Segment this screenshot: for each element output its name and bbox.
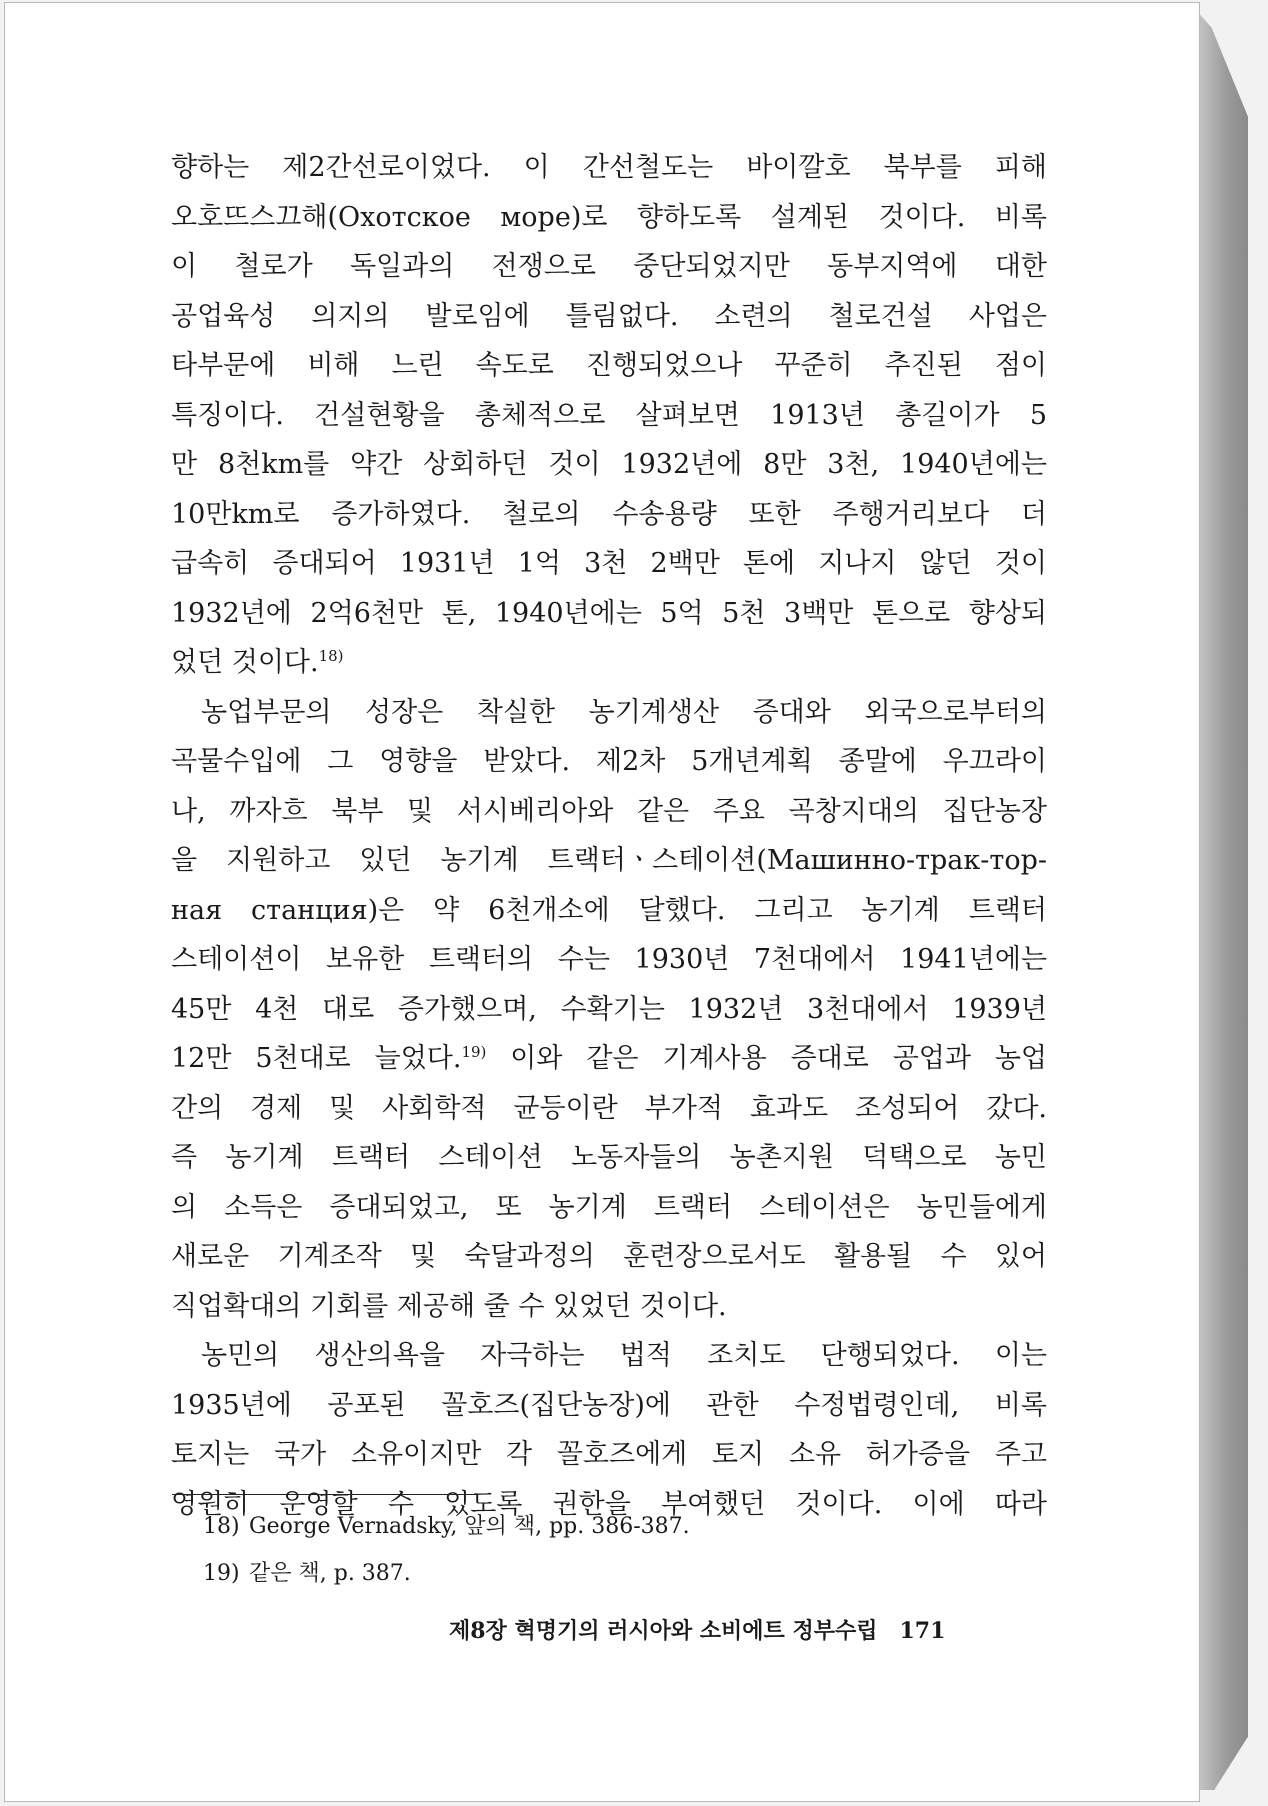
text-line: 직업확대의 기회를 제공해 줄 수 있었던 것이다. (171, 1290, 727, 1322)
text-line: 45만 4천 대로 증가했으며, 수확기는 1932년 3천대에서 1939년 (171, 993, 1047, 1025)
running-footer (449, 1614, 1019, 1645)
page-edge-shadow (1196, 10, 1248, 1790)
text-line: 향하는 제2간선로이었다. 이 간선철도는 바이깔호 북부를 피해 (171, 152, 1047, 183)
footnote-number: 19) (203, 1561, 240, 1586)
text-line: 1932년에 2억6천만 톤, 1940년에는 5억 5천 3백만 톤으로 향상되 (171, 597, 1047, 629)
text-line: 오호뜨스끄해(Охотское море)로 향하도록 설계된 것이다. 비록 (171, 201, 1047, 233)
footnote-reference: 19) (461, 1043, 487, 1061)
text-line: 이 철로가 독일과의 전쟁으로 중단되었지만 동부지역에 대한 (171, 251, 1047, 282)
text-line: 농민의 생산의욕을 자극하는 법적 조치도 단행되었다. 이는 (201, 1340, 1047, 1371)
text-line: 스테이션이 보유한 트랙터의 수는 1930년 7천대에서 1941년에는 (171, 944, 1047, 975)
body-text (171, 143, 1047, 1529)
text-segment: 이와 같은 기계사용 증대로 공업과 농업 (510, 1043, 1047, 1074)
text-line: 농업부문의 성장은 착실한 농기계생산 증대와 외국으로부터의 (201, 696, 1047, 728)
footnote-text: George Vernadsky, 앞의 책, pp. 386-387. (249, 1514, 690, 1539)
text-line: 곡물수입에 그 영향을 받았다. 제2차 5개년계획 종말에 우끄라이 (171, 746, 1047, 777)
page-number: 171 (899, 1618, 946, 1644)
text-line (171, 638, 1047, 688)
text-line: 타부문에 비해 느린 속도로 진행되었으나 꾸준히 추진된 점이 (171, 350, 1047, 381)
text-line: 영원히 운영할 수 있도록 권한을 부여했던 것이다. 이에 따라 (171, 1488, 1047, 1520)
text-line: 1935년에 공포된 꼴호즈(집단농장)에 관한 수정법령인데, 비록 (171, 1389, 1047, 1421)
text-line: 새로운 기계조작 및 숙달과정의 훈련장으로서도 활용될 수 있어 (171, 1241, 1047, 1272)
text-line: 공업육성 의지의 발로임에 틀림없다. 소련의 철로건설 사업은 (171, 300, 1047, 332)
footnote-text: 같은 책, p. 387. (249, 1561, 411, 1586)
text-line: 의 소득은 증대되었고, 또 농기계 트랙터 스테이션은 농민들에게 (171, 1191, 1047, 1223)
footnote-19 (203, 1550, 1043, 1597)
text-line: 을 지원하고 있던 농기계 트랙터ㆍ스테이션(Машинно-трак-тор- (171, 845, 1047, 876)
text-line: 간의 경제 및 사회학적 균등이란 부가적 효과도 조성되어 갔다. (171, 1092, 1047, 1124)
text-line: 특징이다. 건설현황을 총체적으로 살펴보면 1913년 총길이가 5 (171, 399, 1047, 431)
chapter-title: 제8장 혁명기의 러시아와 소비에트 정부수립 (449, 1618, 878, 1644)
book-page (4, 2, 1200, 1802)
text-line: 나, 까자흐 북부 및 서시베리아와 같은 주요 곡창지대의 집단농장 (171, 795, 1047, 827)
footnote-number: 18) (203, 1514, 240, 1539)
footnotes (203, 1503, 1043, 1597)
text-line: 10만km로 증가하였다. 철로의 수송용량 또한 주행거리보다 더 (171, 498, 1047, 530)
text-segment: 12만 5천대로 늘었다. (171, 1043, 462, 1074)
text-line: ная станция)은 약 6천개소에 달했다. 그리고 농기계 트랙터 (171, 894, 1047, 926)
text-segment: 었던 것이다. (171, 647, 319, 678)
footnote-18 (203, 1503, 1043, 1550)
text-line: 토지는 국가 소유이지만 각 꼴호즈에게 토지 소유 허가증을 주고 (171, 1439, 1047, 1470)
text-line: 만 8천km를 약간 상회하던 것이 1932년에 8만 3천, 1940년에는 (171, 449, 1047, 480)
text-line (171, 1034, 1047, 1084)
footnote-divider (172, 1494, 477, 1495)
footnote-reference: 18) (318, 647, 344, 665)
text-line: 즉 농기계 트랙터 스테이션 노동자들의 농촌지원 덕택으로 농민 (171, 1142, 1047, 1173)
text-line: 급속히 증대되어 1931년 1억 3천 2백만 톤에 지나지 않던 것이 (171, 548, 1047, 579)
